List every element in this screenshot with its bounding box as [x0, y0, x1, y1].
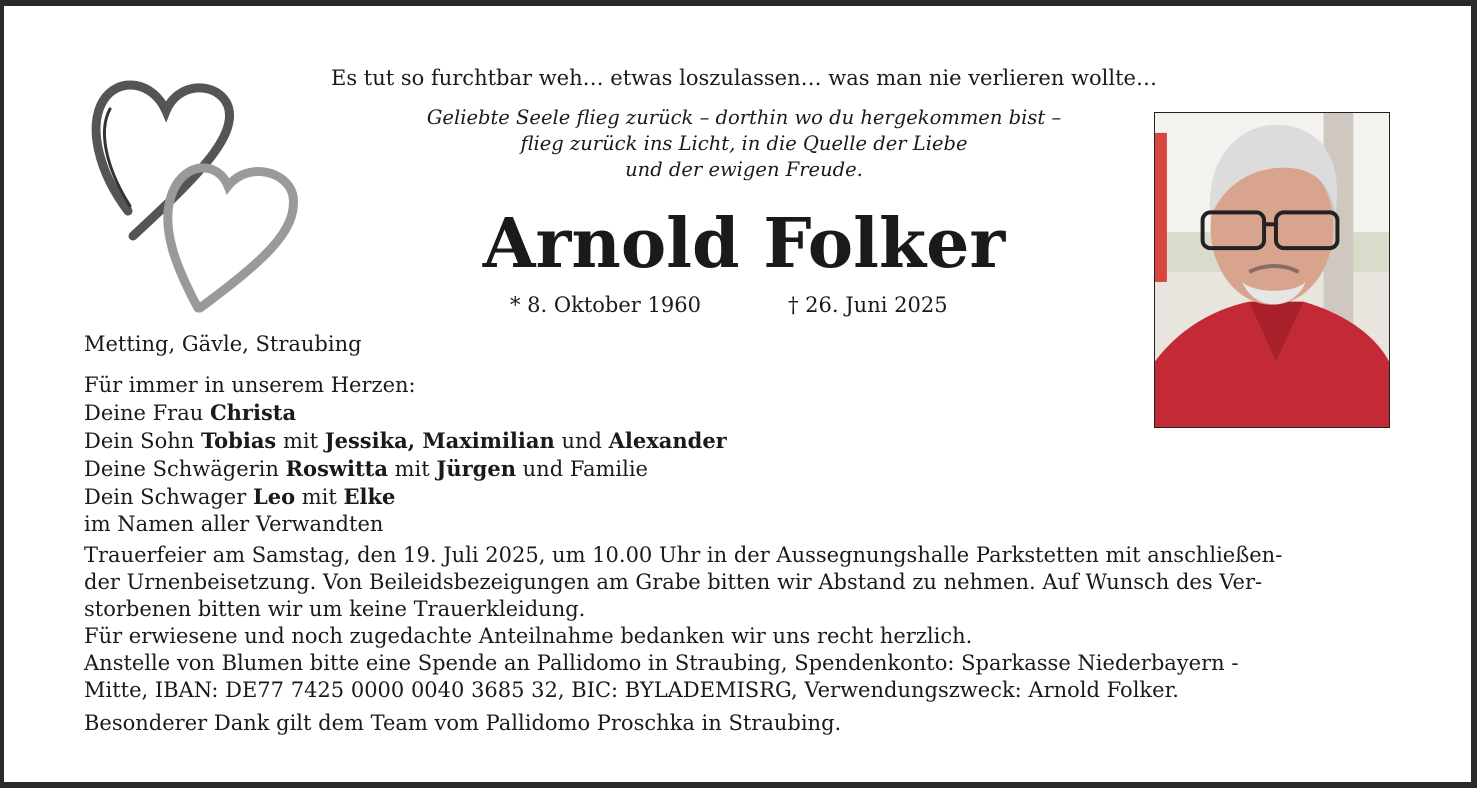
mourners-list [84, 372, 727, 538]
mourner-text: und Familie [515, 457, 648, 481]
mourners-intro: Für immer in unserem Herzen: [84, 373, 416, 397]
mourner-line [84, 455, 727, 483]
death-date: † 26. Juni 2025 [788, 293, 948, 317]
mourner-name: Elke [343, 484, 396, 509]
mourner-text: mit [276, 429, 325, 453]
mourner-text: mit [295, 485, 344, 509]
details-line: der Urnenbeisetzung. Von Beileidsbezeigungen am Grabe bitten wir Abstand zu nehmen. Auf Wunsch des Ver- [84, 570, 1263, 594]
mourner-name: Jessika, Maximilian [324, 428, 555, 453]
mourner-line [84, 399, 727, 427]
details-line: Mitte, IBAN: DE77 7425 0000 0040 3685 32, BIC: BYLADEMISRG, Verwendungszweck: Arnold Folker. [84, 678, 1179, 702]
mourner-text: und [554, 429, 609, 453]
funeral-details [84, 542, 1389, 737]
two-hearts-icon [88, 76, 303, 316]
mourner-line [84, 427, 727, 455]
mourner-text: Dein Schwager [84, 485, 253, 509]
mourner-name: Tobias [200, 428, 277, 453]
thanks-line: Besonderer Dank gilt dem Team vom Pallidomo Proschka in Straubing. [84, 711, 842, 735]
mourner-text: Dein Sohn [84, 429, 201, 453]
mourner-name: Christa [209, 400, 297, 425]
portrait-photo [1154, 112, 1390, 428]
mourner-text: mit [387, 457, 437, 481]
mourner-name: Roswitta [285, 456, 388, 481]
poem [344, 105, 1144, 183]
mourner-name: Alexander [608, 428, 727, 453]
mourner-line [84, 483, 727, 511]
details-line: Trauerfeier am Samstag, den 19. Juli 2025, um 10.00 Uhr in der Aussegnungshalle Parkstetten mit anschließen- [84, 543, 1283, 567]
opening-quote: Es tut so furchtbar weh… etwas loszulassen… was man nie verlieren wollte… [331, 66, 1157, 90]
birth-date: * 8. Oktober 1960 [510, 293, 701, 317]
obituary-notice [4, 6, 1471, 782]
poem-line: flieg zurück ins Licht, in die Quelle der Liebe [520, 132, 968, 155]
place-of-residence: Metting, Gävle, Straubing [84, 332, 362, 356]
mourner-text: Deine Frau [84, 401, 210, 425]
details-line: Anstelle von Blumen bitte eine Spende an Pallidomo in Straubing, Spendenkonto: Sparkasse Niederbayern - [84, 651, 1239, 675]
deceased-name: Arnold Folker [482, 204, 1006, 284]
poem-line: und der ewigen Freude. [625, 158, 863, 181]
mourner-text: Deine Schwägerin [84, 457, 286, 481]
poem-line: Geliebte Seele flieg zurück – dorthin wo du hergekommen bist – [426, 106, 1062, 129]
mourner-name: Leo [252, 484, 296, 509]
details-line: storbenen bitten wir um keine Trauerkleidung. [84, 597, 586, 621]
mourner-name: Jürgen [436, 456, 516, 481]
details-line: Für erwiesene und noch zugedachte Anteilnahme bedanken wir uns recht herzlich. [84, 624, 973, 648]
mourners-closing: im Namen aller Verwandten [84, 512, 384, 536]
